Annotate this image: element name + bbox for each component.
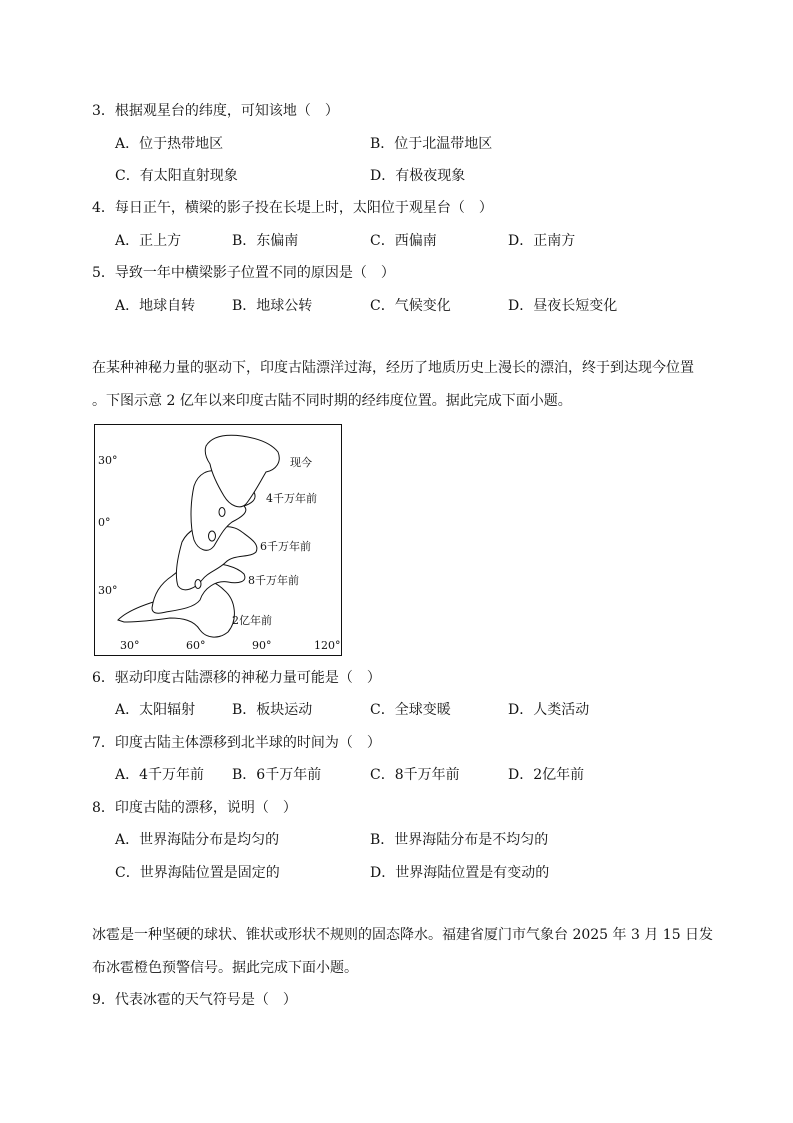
passage-1-line-1: 在某种神秘力量的驱动下，印度古陆漂洋过海，经历了地质历史上漫长的漂泊，终于到达现今位置 (92, 360, 694, 376)
lon-label-30: 30° (120, 639, 140, 652)
question-4-option-c[interactable]: C．西偏南 (370, 233, 437, 249)
question-8-option-d[interactable]: D．世界海陆位置是有变动的 (370, 865, 550, 881)
question-6-option-d[interactable]: D．人类活动 (508, 702, 590, 718)
question-6-option-a[interactable]: A．太阳辐射 (115, 702, 196, 718)
question-3-option-d[interactable]: D．有极夜现象 (370, 168, 466, 184)
passage-2-line-2: 布冰雹橙色预警信号。据此完成下面小题。 (92, 960, 358, 976)
label-80ma: 8千万年前 (248, 574, 299, 587)
question-8-option-c[interactable]: C．世界海陆位置是固定的 (115, 865, 280, 881)
question-3-option-c[interactable]: C．有太阳直射现象 (115, 168, 238, 184)
question-5-option-c[interactable]: C．气候变化 (370, 298, 451, 314)
question-6-option-c[interactable]: C．全球变暖 (370, 702, 451, 718)
question-8-option-b[interactable]: B．世界海陆分布是不均匀的 (370, 832, 549, 848)
question-6-stem: 6．驱动印度古陆漂移的神秘力量可能是（ ） (92, 670, 381, 686)
lon-label-60: 60° (186, 639, 206, 652)
lon-label-120: 120° (314, 639, 341, 652)
question-7-option-b[interactable]: B．6千万年前 (232, 767, 322, 783)
question-5-option-d[interactable]: D．昼夜长短变化 (508, 298, 618, 314)
question-4-option-d[interactable]: D．正南方 (508, 233, 576, 249)
question-3-option-a[interactable]: A．位于热带地区 (115, 136, 224, 152)
question-4-option-b[interactable]: B．东偏南 (232, 233, 299, 249)
lon-label-90: 90° (252, 639, 272, 652)
question-7-option-d[interactable]: D．2亿年前 (508, 767, 585, 783)
question-3-stem: 3．根据观星台的纬度，可知该地（ ） (92, 103, 339, 119)
label-40ma: 4千万年前 (266, 492, 317, 505)
question-7-stem: 7．印度古陆主体漂移到北半球的时间为（ ） (92, 735, 381, 751)
island-small-3 (195, 580, 201, 589)
question-5-stem: 5．导致一年中横梁影子位置不同的原因是（ ） (92, 265, 395, 281)
lat-label-30s: 30° (98, 584, 118, 597)
island-small-1 (209, 531, 216, 541)
label-60ma: 6千万年前 (260, 540, 311, 553)
passage-2-line-1: 冰雹是一种坚硬的球状、锥状或形状不规则的固态降水。福建省厦门市气象台 2025 年 3 月 15 日发 (92, 927, 714, 943)
question-7-option-a[interactable]: A．4千万年前 (115, 767, 205, 783)
question-9-stem: 9．代表冰雹的天气符号是（ ） (92, 992, 297, 1008)
island-small-2 (219, 508, 225, 517)
label-present: 现今 (290, 456, 312, 469)
question-4-stem: 4．每日正午，横梁的影子投在长堤上时，太阳位于观星台（ ） (92, 200, 493, 216)
label-200ma: 2亿年前 (232, 614, 272, 627)
question-3-option-b[interactable]: B．位于北温带地区 (370, 136, 493, 152)
passage-1-line-2: 。下图示意 2 亿年以来印度古陆不同时期的经纬度位置。据此完成下面小题。 (92, 393, 572, 409)
lat-label-30n: 30° (98, 454, 118, 467)
question-5-option-a[interactable]: A．地球自转 (115, 298, 196, 314)
question-8-stem: 8．印度古陆的漂移，说明（ ） (92, 800, 297, 816)
question-8-option-a[interactable]: A．世界海陆分布是均匀的 (115, 832, 280, 848)
question-4-option-a[interactable]: A．正上方 (115, 233, 182, 249)
question-6-option-b[interactable]: B．板块运动 (232, 702, 313, 718)
question-5-option-b[interactable]: B．地球公转 (232, 298, 313, 314)
lat-label-0: 0° (98, 516, 111, 529)
india-drift-map (94, 424, 342, 656)
question-7-option-c[interactable]: C．8千万年前 (370, 767, 460, 783)
